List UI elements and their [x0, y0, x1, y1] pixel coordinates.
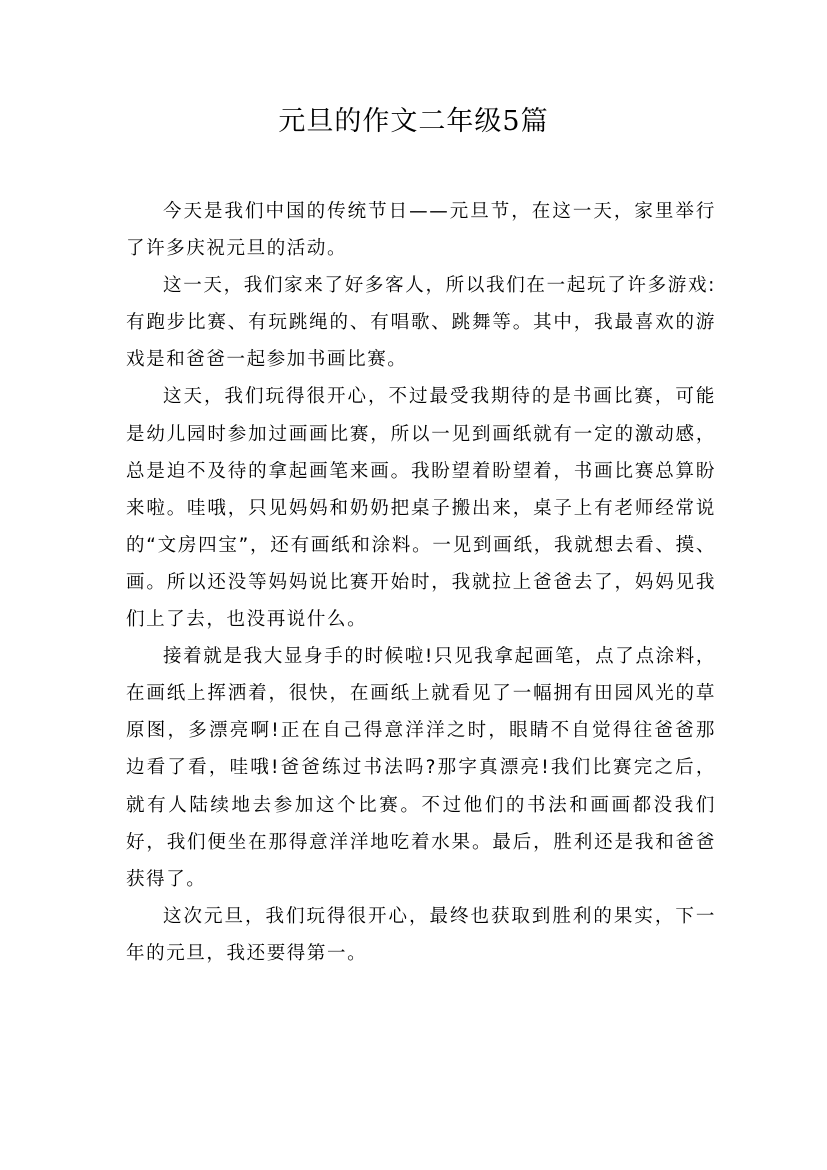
document-body [126, 193, 716, 972]
document-title: 元旦的作文二年级5篇 [278, 106, 549, 137]
paragraph-2: 这一天，我们家来了好多客人，所以我们在一起玩了许多游戏:有跑步比赛、有玩跳绳的、有唱歌、跳舞等。其中，我最喜欢的游戏是和爸爸一起参加书画比赛。 [126, 275, 716, 371]
paragraph-1: 今天是我们中国的传统节日——元旦节，在这一天，家里举行了许多庆祝元旦的活动。 [126, 201, 716, 260]
paragraph-3: 这天，我们玩得很开心，不过最受我期待的是书画比赛，可能是幼儿园时参加过画画比赛，所以一见到画纸就有一定的激动感，总是迫不及待的拿起画笔来画。我盼望着盼望着，书画比赛总算盼来啦。哇哦，只见妈妈和奶奶把桌子搬出来，桌子上有老师经常说的“文房四宝”，还有画纸和涂料。一见到画纸，我就想去看、摸、画。所以还没等妈妈说比赛开始时，我就拉上爸爸去了，妈妈见我们上了去，也没再说什么。 [126, 386, 716, 631]
paragraph-4: 接着就是我大显身手的时候啦!只见我拿起画笔，点了点涂料，在画纸上挥洒着，很快，在画纸上就看见了一幅拥有田园风光的草原图，多漂亮啊!正在自己得意洋洋之时，眼睛不自觉得往爸爸那边看了看，哇哦!爸爸练过书法吗?那字真漂亮!我们比赛完之后，就有人陆续地去参加这个比赛。不过他们的书法和画画都没我们好，我们便坐在那得意洋洋地吃着水果。最后，胜利还是我和爸爸获得了。 [126, 646, 716, 890]
paragraph-5: 这次元旦，我们玩得很开心，最终也获取到胜利的果实，下一年的元旦，我还要得第一。 [126, 905, 716, 964]
